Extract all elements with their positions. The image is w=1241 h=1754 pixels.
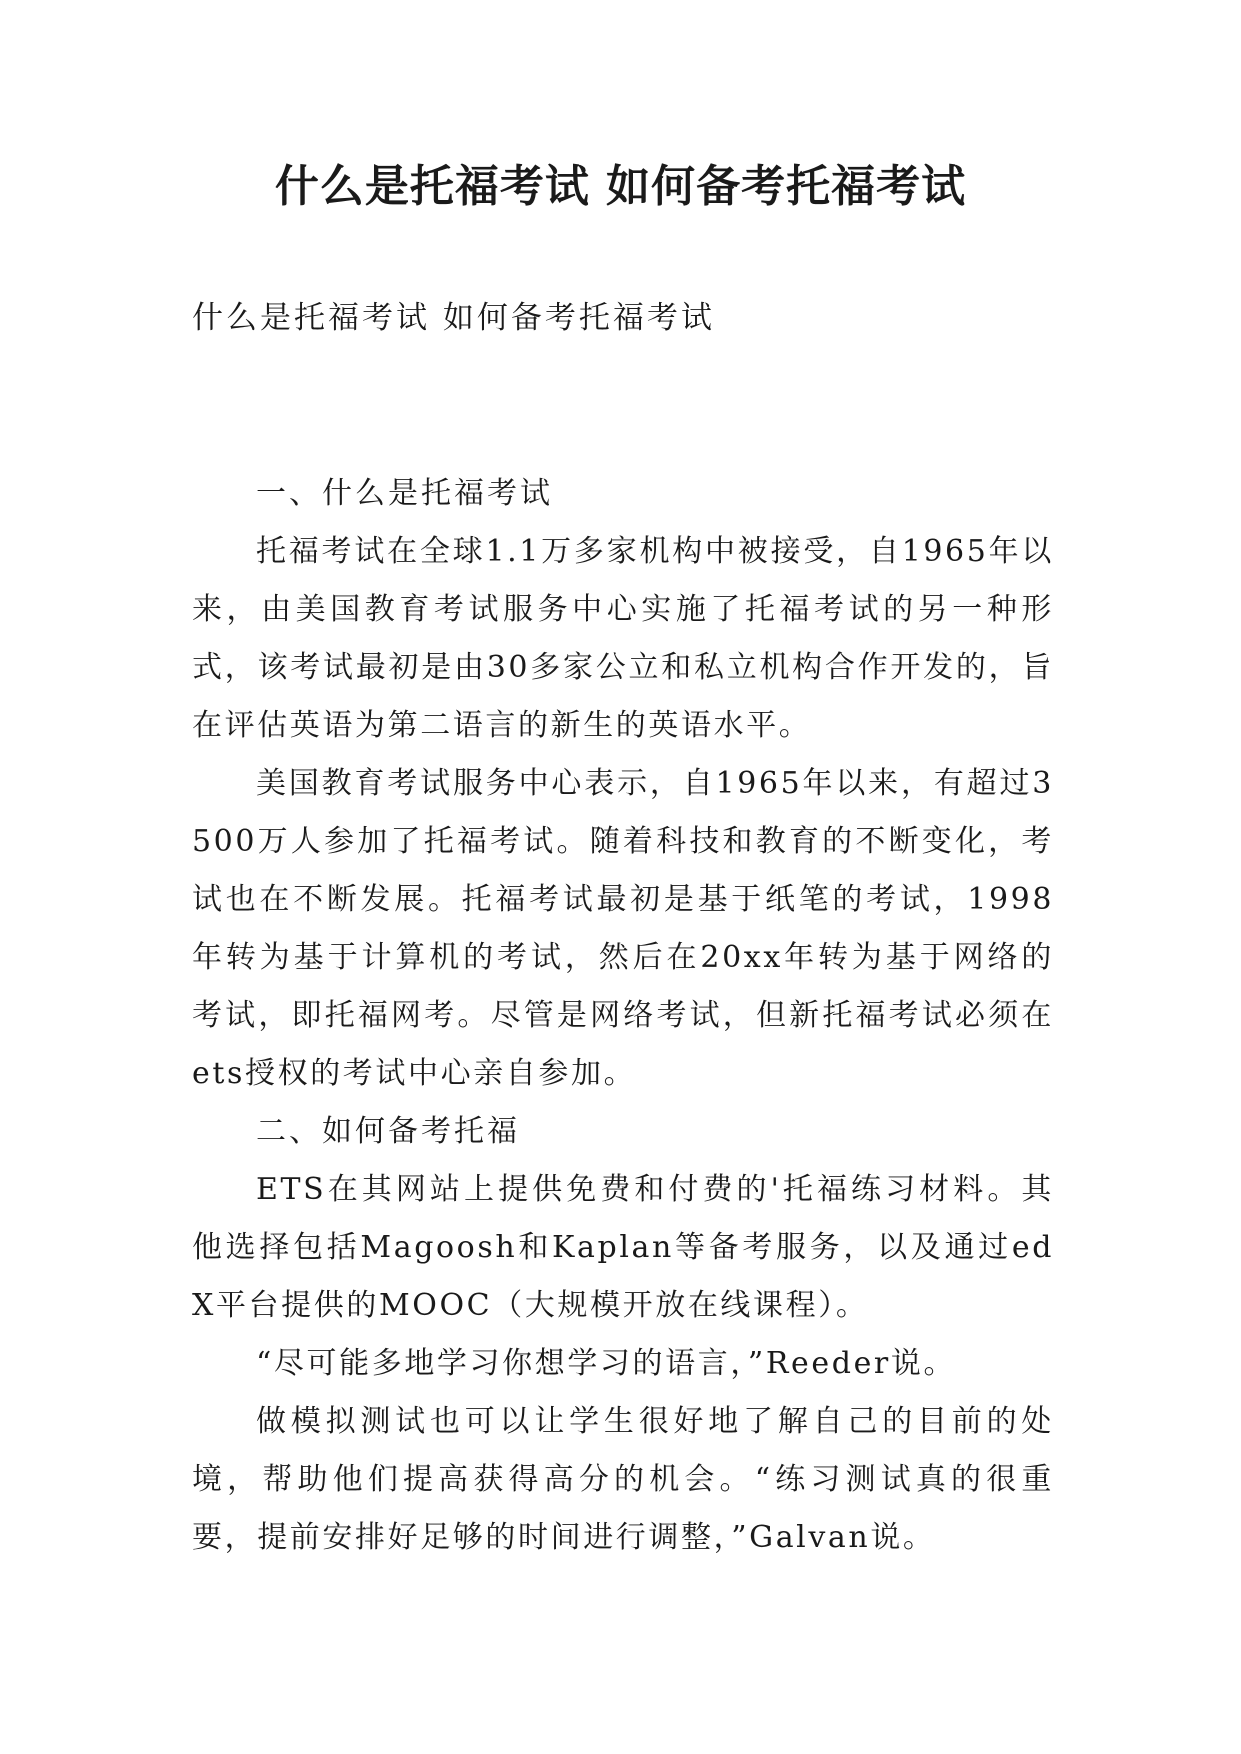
document-title: 什么是托福考试 如何备考托福考试 [274,161,967,212]
section-heading: 二、如何备考托福 [256,1114,520,1149]
paragraph: 做模拟测试也可以让学生很好地了解自己的目前的处境，帮助他们提高获得高分的机会。“练习测试真的很重要，提前安排好足够的时间进行调整，”Galvan说。 [192,1404,1054,1555]
paragraph: ETS在其网站上提供免费和付费的'托福练习材料。其他选择包括Magoosh和Kaplan等备考服务，以及通过edX平台提供的MOOC（大规模开放在线课程）。 [192,1172,1054,1323]
section-heading: 一、什么是托福考试 [256,476,553,511]
document-subtitle: 什么是托福考试 如何备考托福考试 [192,300,715,336]
document-body [192,465,1054,1567]
paragraph: 美国教育考试服务中心表示，自1965年以来，有超过3500万人参加了托福考试。随着科技和教育的不断变化，考试也在不断发展。托福考试最初是基于纸笔的考试，1998年转为基于计算机的考试，然后在20xx年转为基于网络的考试，即托福网考。尽管是网络考试，但新托福考试必须在ets授权的考试中心亲自参加。 [192,766,1054,1091]
quote-paragraph: “尽可能多地学习你想学习的语言，”Reeder说。 [256,1346,957,1381]
paragraph: 托福考试在全球1.1万多家机构中被接受，自1965年以来，由美国教育考试服务中心实施了托福考试的另一种形式，该考试最初是由30多家公立和私立机构合作开发的，旨在评估英语为第二语言的新生的英语水平。 [192,534,1054,743]
